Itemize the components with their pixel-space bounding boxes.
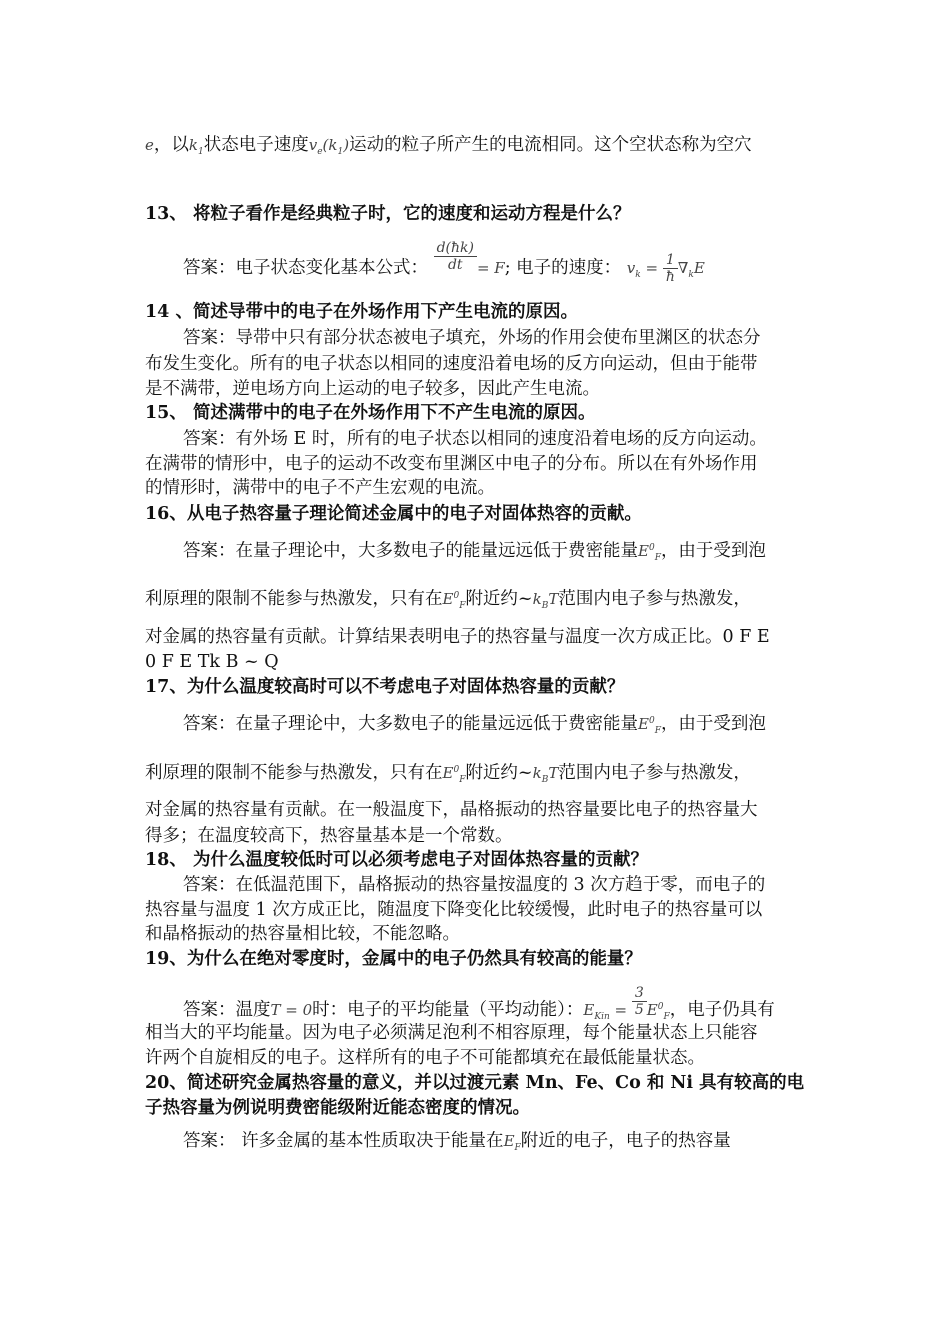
paragraph-line: 是不满带，逆电场方向上运动的电子较多，因此产生电流。 — [145, 379, 600, 399]
symbol-EF0: $E^0_F$ — [646, 1001, 670, 1022]
text: 时：电子的平均能量（平均动能）： — [312, 1000, 584, 1020]
paragraph-line: 对金属的热容量有贡献。在一般温度下，晶格振动的热容量要比电子的热容量大 — [145, 800, 758, 820]
paragraph-line — [145, 584, 751, 618]
text: ; 电子的速度： — [504, 258, 622, 278]
text: 附近约~ — [465, 763, 533, 783]
equation-velocity: $v_k$ = — [626, 259, 663, 280]
paragraph-line: 相当大的平均能量。因为电子必须满足泡利不相容原理，每个能量状态上只能容 — [145, 1023, 758, 1043]
text: ，以 — [153, 135, 189, 155]
symbol-ve: $v_e(k_1)$ — [308, 136, 350, 157]
text: ，由于受到泡 — [660, 714, 766, 734]
paragraph-line: 0 F E Tk B ~ Q — [145, 652, 279, 672]
question-18-title: 18、 为什么温度较低时可以必须考虑电子对固体热容量的贡献？ — [145, 850, 648, 870]
text: ，电子仍具有 — [669, 1000, 775, 1020]
question-15-title: 15、 简述满带中的电子在外场作用下不产生电流的原因。 — [145, 403, 596, 423]
paragraph-line — [145, 758, 751, 792]
equation-motion-fraction: $\frac{d(ħk)}{dt}$ — [434, 240, 477, 273]
symbol-k1: $k_1$ — [188, 136, 204, 157]
equation-velocity-fraction: $\frac{1}{ħ}$ — [663, 252, 678, 285]
paragraph-line: 许两个自旋相反的电子。这样所有的电子不可能都填充在最低能量状态。 — [145, 1048, 705, 1068]
text: 利原理的限制不能参与热激发，只有在 — [145, 589, 443, 609]
text: 附近约~ — [465, 589, 533, 609]
equation-velocity-rhs: $\nabla_kE$ — [677, 259, 705, 280]
paragraph-line: 对金属的热容量有贡献。计算结果表明电子的热容量与温度一次方成正比。0 F E — [145, 627, 770, 647]
paragraph-line: 的情形时，满带中的电子不产生宏观的电流。 — [145, 478, 495, 498]
paragraph-line: 布发生变化。所有的电子状态以相同的速度沿着电场的反方向运动，但由于能带 — [145, 354, 758, 374]
paragraph-line: 热容量与温度 1 次方成正比，随温度下降变化比较缓慢，此时电子的热容量可以 — [145, 900, 763, 920]
equation-ekin-fraction: $\frac{3}{5}$ — [632, 985, 647, 1018]
symbol-EF0: $E^0_F$ — [442, 764, 466, 785]
paragraph-line: 答案：有外场 E 时，所有的电子状态以相同的速度沿着电场的反方向运动。 — [183, 429, 767, 449]
paragraph-line — [183, 709, 766, 743]
paragraph-line: 答案：导带中只有部分状态被电子填充，外场的作用会使布里渊区的状态分 — [183, 328, 761, 348]
paragraph-line — [183, 1129, 731, 1160]
paragraph-line: 在满带的情形中，电子的运动不改变布里渊区中电子的分布。所以在有外场作用 — [145, 454, 758, 474]
text: 范围内电子参与热激发， — [558, 589, 751, 609]
text: 答案：在量子理论中，大多数电子的能量远远低于费密能量 — [183, 714, 638, 734]
paragraph-line: 得多；在温度较高下，热容量基本是一个常数。 — [145, 826, 513, 846]
symbol-EF0: $E^0_F$ — [442, 590, 466, 611]
symbol-EF0: $E^0_F$ — [638, 542, 661, 563]
text: 答案：在量子理论中，大多数电子的能量远远低于费密能量 — [183, 541, 638, 561]
question-17-title: 17、为什么温度较高时可以不考虑电子对固体热容量的贡献？ — [145, 677, 625, 697]
question-16-title: 16、从电子热容量子理论简述金属中的电子对固体热容的贡献。 — [145, 504, 642, 524]
text: 答案：温度 — [183, 1000, 271, 1020]
question-14-title: 14 、简述导带中的电子在外场作用下产生电流的原因。 — [145, 302, 578, 322]
intro-line — [145, 133, 752, 164]
symbol-e: e — [145, 136, 154, 154]
text: 答案： 许多金属的基本性质取决于能量在 — [183, 1131, 504, 1151]
symbol-kBT: $k_BT$ — [532, 764, 559, 785]
paragraph-line — [183, 536, 766, 570]
paragraph-line: 答案：在低温范围下，晶格振动的热容量按温度的 3 次方趋于零，而电子的 — [183, 875, 766, 895]
question-13-answer — [183, 240, 705, 287]
text: 附近的电子，电子的热容量 — [520, 1131, 731, 1151]
paragraph-line: 和晶格振动的热容量相比较，不能忽略。 — [145, 924, 460, 944]
symbol-T-zero: T = 0 — [270, 1001, 313, 1019]
text: 运动的粒子所产生的电流相同。这个空状态称为空穴 — [349, 135, 752, 155]
question-20-title: 20、简述研究金属热容量的意义，并以过渡元素 Mn、Fe、Co 和 Ni 具有较高的电 — [145, 1073, 805, 1093]
text: 利原理的限制不能参与热激发，只有在 — [145, 763, 443, 783]
symbol-EF: $E_F$ — [503, 1132, 521, 1153]
equation-motion-rhs: = F — [476, 259, 505, 277]
equation-ekin: $E_{Kin}$ = — [583, 1001, 632, 1022]
text: 状态电子速度 — [203, 135, 309, 155]
question-19-title: 19、为什么在绝对零度时，金属中的电子仍然具有较高的能量？ — [145, 949, 642, 969]
text: 范围内电子参与热激发， — [558, 763, 751, 783]
question-20-title-cont: 子热容量为例说明费密能级附近能态密度的情况。 — [145, 1098, 530, 1118]
text: 答案：电子状态变化基本公式： — [183, 258, 428, 278]
text: ，由于受到泡 — [660, 541, 766, 561]
symbol-kBT: $k_BT$ — [532, 590, 559, 611]
question-13-title: 13、 将粒子看作是经典粒子时，它的速度和运动方程是什么？ — [145, 204, 631, 224]
symbol-EF0: $E^0_F$ — [638, 715, 661, 736]
